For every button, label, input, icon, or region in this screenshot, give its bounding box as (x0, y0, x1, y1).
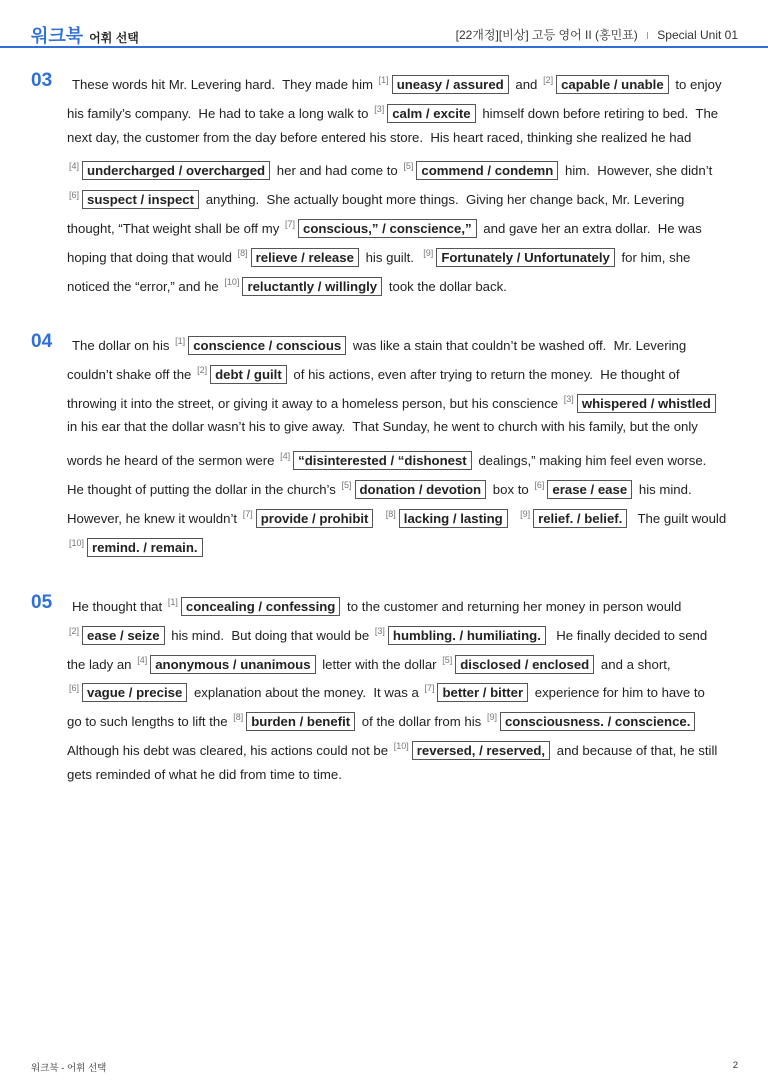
vocab-choice-box[interactable]: relieve / release (251, 248, 359, 267)
vocab-choice-box[interactable]: ease / seize (82, 626, 165, 645)
vocab-choice-box[interactable]: concealing / confessing (181, 597, 341, 616)
passage-text (376, 511, 383, 526)
passage-text: to enjoy (671, 77, 722, 92)
vocab-choice-box[interactable]: suspect / inspect (82, 190, 199, 209)
vocab-choice-box[interactable]: conscience / conscious (188, 336, 346, 355)
vocab-choice-box[interactable]: disclosed / enclosed (455, 655, 594, 674)
passage-text: dealings,” making him feel even worse. (474, 453, 707, 469)
text-line (72, 331, 686, 356)
header-separator: I (646, 31, 649, 42)
vocab-choice-box[interactable]: conscious,” / conscience,” (298, 219, 477, 238)
blank-number: [9] (423, 247, 434, 258)
blank-number: [2] (69, 625, 80, 636)
vocab-choice-box[interactable]: remind. / remain. (87, 538, 203, 557)
text-line (67, 533, 206, 558)
page-number: 2 (732, 1060, 738, 1071)
text-line (67, 389, 719, 414)
blank-number: [4] (137, 654, 148, 665)
passage-text: The guilt would (630, 510, 727, 526)
passage-text: himself down before retiring to bed. The (478, 105, 719, 121)
blank-number: [8] (385, 508, 396, 519)
vocab-choice-box[interactable]: burden / benefit (246, 712, 355, 731)
passage-text: Although his debt was cleared, his actions could not be (67, 743, 392, 758)
blank-number: [4] (69, 161, 80, 172)
passage-text: throwing it into the street, or giving it away to a homeless person, but his conscience (67, 395, 562, 411)
vocab-choice-box[interactable]: donation / devotion (355, 480, 487, 499)
blank-number: [1] (175, 336, 186, 346)
passage-text: to the customer and returning her money in person would (343, 599, 682, 614)
blank-number: [9] (486, 712, 497, 723)
passage-text: go to such lengths to lift the (67, 714, 232, 730)
page-header (0, 0, 768, 48)
vocab-choice-box[interactable]: relief. / belief. (533, 509, 627, 528)
text-line (67, 650, 671, 675)
passage-text: explanation about the money. It was a (190, 685, 423, 701)
text-line (67, 360, 679, 385)
text-line (67, 707, 698, 732)
text-line (67, 621, 707, 646)
section-number: 03 (31, 70, 53, 91)
passage-text: He thought of putting the dollar in the church’s (67, 482, 340, 497)
blank-number: [9] (520, 508, 531, 519)
section-number: 05 (31, 592, 53, 613)
passage-text: He thought that (72, 599, 166, 614)
passage-text (511, 511, 518, 526)
text-line (67, 99, 718, 124)
passage-text: was like a stain that couldn’t be washed off. Mr. Levering (349, 338, 687, 353)
text-line (72, 592, 681, 617)
vocab-choice-box[interactable]: capable / unable (556, 75, 669, 94)
text-line (67, 475, 692, 500)
vocab-choice-box[interactable]: lacking / lasting (399, 509, 508, 528)
passage-text: of the dollar from his (358, 714, 485, 730)
text-line (67, 272, 507, 297)
text-line (67, 417, 698, 437)
blank-number: [8] (237, 247, 248, 258)
passage-text: her and had come to (273, 163, 402, 179)
blank-number: [3] (374, 103, 385, 114)
passage-text: couldn’t shake off the (67, 366, 196, 382)
vocab-choice-box[interactable]: provide / prohibit (256, 509, 374, 528)
passage-text: his guilt. (361, 249, 422, 265)
vocab-choice-box[interactable]: undercharged / overcharged (82, 161, 270, 180)
blank-number: [6] (69, 683, 80, 694)
passage-text: his mind. But doing that would be (167, 627, 373, 643)
blank-number: [10] (69, 537, 85, 548)
passage-text: noticed the “error,” and he (67, 278, 223, 294)
passage-text: his family’s company. He had to take a long walk to (67, 105, 373, 121)
passage-text: These words hit Mr. Levering hard. They made him (72, 77, 377, 92)
blank-number: [8] (233, 712, 244, 723)
text-line (67, 446, 706, 471)
passage-text: of his actions, even after trying to return the money. He thought of (289, 366, 680, 382)
passage-text: experience for him to have to (531, 685, 705, 701)
passage-text: and a short, (597, 656, 671, 672)
passage-text: him. However, she didn’t (561, 163, 713, 179)
vocab-choice-box[interactable]: reluctantly / willingly (242, 277, 382, 296)
blank-number: [5] (442, 654, 453, 665)
blank-number: [1] (167, 597, 178, 607)
passage-text: letter with the dollar (318, 656, 441, 672)
passage-text: The dollar on his (72, 338, 174, 353)
brand-subtitle: 어휘 선택 (89, 31, 139, 45)
brand-title: 워크북 (31, 26, 84, 46)
passage-text: for him, she (617, 249, 691, 265)
vocab-choice-box[interactable]: whispered / whistled (577, 394, 716, 413)
passage-text: anything. She actually bought more things. Giving her change back, Mr. Levering (202, 192, 685, 208)
passage-text: and (511, 77, 542, 92)
passage-text: hoping that doing that would (67, 249, 236, 265)
blank-number: [3] (374, 625, 385, 636)
vocab-choice-box[interactable]: debt / guilt (210, 365, 287, 384)
passage-text: thought, “That weight shall be off my (67, 221, 284, 236)
text-line (67, 678, 705, 703)
vocab-choice-box[interactable]: erase / ease (547, 480, 632, 499)
vocab-choice-box[interactable]: humbling. / humiliating. (388, 626, 546, 645)
vocab-choice-box[interactable]: consciousness. / conscience. (500, 712, 695, 731)
text-line (67, 185, 684, 210)
passage-text: box to (489, 482, 533, 497)
text-line (67, 156, 712, 181)
vocab-choice-box[interactable]: “disinterested / “dishonest (293, 451, 472, 470)
passage-text: words he heard of the sermon were (67, 453, 279, 469)
brand (31, 22, 139, 48)
passage-text: took the dollar back. (385, 278, 507, 294)
text-line (67, 243, 690, 268)
passage-text: in his ear that the dollar wasn’t his to give away. That Sunday, he went to church with his family, but the only (67, 419, 698, 435)
unit-title: Special Unit 01 (657, 28, 738, 42)
blank-number: [10] (224, 276, 240, 287)
blank-number: [4] (280, 451, 291, 462)
vocab-choice-box[interactable]: vague / precise (82, 683, 187, 702)
blank-number: [2] (543, 75, 554, 85)
text-line (72, 70, 722, 95)
blank-number: [5] (341, 480, 352, 490)
text-line (67, 765, 342, 785)
passage-text: the lady an (67, 656, 136, 672)
blank-number: [6] (534, 480, 545, 490)
vocab-choice-box[interactable]: better / bitter (437, 683, 528, 702)
passage-text: and because of that, he still (553, 743, 718, 758)
passage-text: He finally decided to send (548, 627, 708, 643)
blank-number: [3] (563, 393, 574, 404)
passage-text: his mind. (635, 482, 692, 497)
course-title: [22개정][비상] 고등 영어 II (홍민표) (455, 28, 638, 42)
vocab-choice-box[interactable]: calm / excite (387, 104, 475, 123)
vocab-choice-box[interactable]: reversed, / reserved, (412, 741, 550, 760)
blank-number: [1] (378, 75, 389, 85)
section-number: 04 (31, 331, 53, 352)
text-line (67, 736, 717, 761)
passage-text: and gave her an extra dollar. He was (479, 221, 702, 236)
footer-label: 워크북 - 어휘 선택 (31, 1063, 107, 1074)
vocab-choice-box[interactable]: Fortunately / Unfortunately (436, 248, 615, 267)
passage-text: gets reminded of what he did from time to time. (67, 766, 342, 782)
blank-number: [2] (197, 364, 208, 375)
blank-number: [10] (393, 741, 409, 751)
passage-text: However, he knew it wouldn’t (67, 510, 241, 526)
vocab-choice-box[interactable]: anonymous / unanimous (150, 655, 315, 674)
vocab-choice-box[interactable]: uneasy / assured (392, 75, 509, 94)
vocab-choice-box[interactable]: commend / condemn (416, 161, 558, 180)
blank-number: [6] (69, 190, 80, 201)
blank-number: [7] (424, 683, 435, 694)
blank-number: [7] (242, 508, 253, 519)
text-line (67, 504, 726, 529)
blank-number: [5] (403, 161, 414, 172)
course-info (456, 26, 738, 43)
passage-text: next day, the customer from the day before entered his store. His heart raced, thinking she realized he had (67, 129, 692, 145)
text-line (67, 214, 702, 239)
text-line (67, 128, 691, 148)
blank-number: [7] (285, 219, 296, 229)
